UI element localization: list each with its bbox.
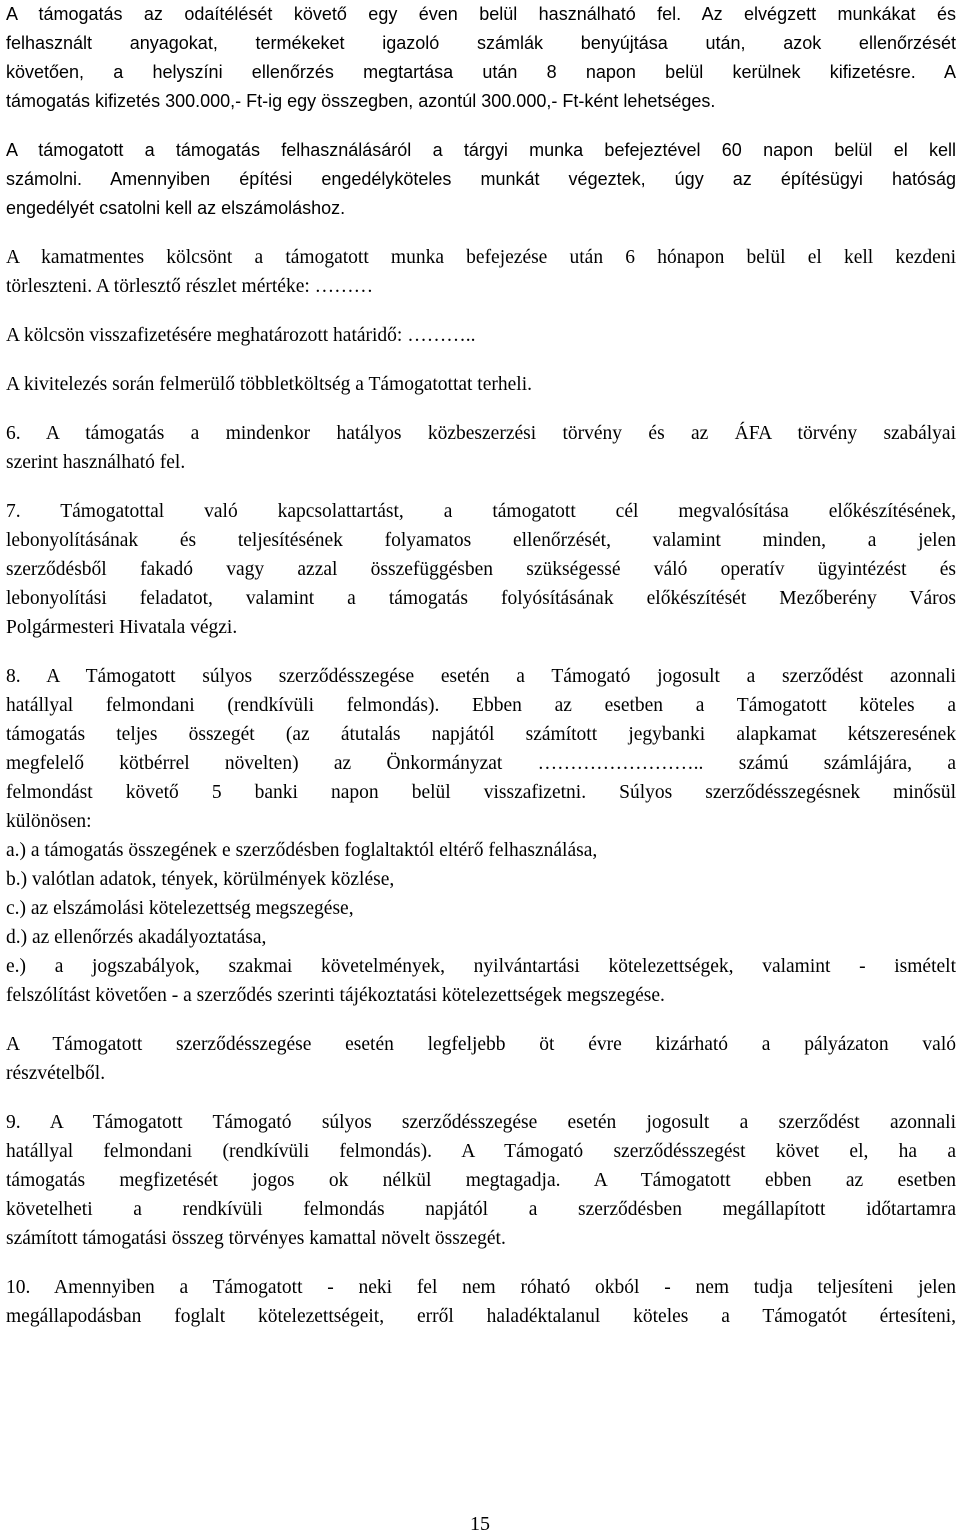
- section-7: [6, 497, 956, 642]
- section-6: [6, 419, 956, 477]
- text-line: felhasznált anyagokat, termékeket igazoló számlák benyújtása után, azok ellenőrzését: [6, 33, 956, 53]
- text-line: megállapodásban foglalt kötelezettségeit, erről haladéktalanul köteles a Támogatót értesíteni,: [6, 1306, 956, 1327]
- text-line: 10. Amennyiben a Támogatott - neki fel nem róható okból - nem tudja teljesíteni jelen: [6, 1277, 956, 1298]
- text-line: A kölcsön visszafizetésére meghatározott határidő: ………..: [6, 325, 476, 346]
- text-line: Polgármesteri Hivatala végzi.: [6, 617, 238, 638]
- section-9: [6, 1108, 956, 1253]
- text-line: lebonyolítási feladatot, valamint a támogatás folyósításának előkészítését Mezőberény Város: [6, 588, 956, 609]
- text-line: törleszteni. A törlesztő részlet mértéke: ………: [6, 276, 374, 297]
- list-item: a.) a támogatás összegének e szerződésben foglaltaktól eltérő felhasználása,: [6, 840, 598, 861]
- text-line: A kivitelezés során felmerülő többletköltség a Támogatottat terheli.: [6, 374, 532, 395]
- text-line: követelheti a rendkívüli felmondás napjától a szerződésben megállapított időtartamra: [6, 1199, 956, 1220]
- paragraph-loan-deadline: [6, 321, 956, 350]
- text-line: hatállyal felmondani (rendkívüli felmondás). A Támogató szerződésszegést követ el, ha a: [6, 1141, 956, 1162]
- text-line: engedélyét csatolni kell az elszámoláshoz.: [6, 198, 346, 218]
- list-item: e.) a jogszabályok, szakmai követelmények, nyilvántartási kötelezettségek, valamint - ismételt: [6, 956, 956, 977]
- paragraph-payment-terms: [6, 0, 956, 116]
- text-line: hatállyal felmondani (rendkívüli felmondás). Ebben az esetben a Támogatott köteles a: [6, 695, 956, 716]
- paragraph-settlement: [6, 136, 956, 223]
- paragraph-exclusion: [6, 1030, 956, 1088]
- paragraph-loan-repayment: [6, 243, 956, 301]
- section-10: [6, 1273, 956, 1331]
- text-line: támogatás teljes összegét (az átutalás napjától számított jegybanki alapkamat kétszeresének: [6, 724, 956, 745]
- list-item: d.) az ellenőrzés akadályoztatása,: [6, 927, 267, 948]
- text-line: 7. Támogatottal való kapcsolattartást, a támogatott cél megvalósítása előkészítésének,: [6, 501, 956, 522]
- page-number: 15: [470, 1513, 490, 1535]
- text-line: szerződésből fakadó vagy azzal összefüggésben szükségessé váló operatív ügyintézést és: [6, 559, 956, 580]
- list-item: b.) valótlan adatok, tények, körülmények közlése,: [6, 869, 395, 890]
- text-line: 6. A támogatás a mindenkor hatályos közbeszerzési törvény és az ÁFA törvény szabályai: [6, 423, 956, 444]
- text-line: 8. A Támogatott súlyos szerződésszegése esetén a Támogató jogosult a szerződést azonnali: [6, 666, 956, 687]
- section-8: [6, 662, 956, 1010]
- text-line: A kamatmentes kölcsönt a támogatott munka befejezése után 6 hónapon belül el kell kezdeni: [6, 247, 956, 268]
- text-line: 9. A Támogatott Támogató súlyos szerződésszegése esetén jogosult a szerződést azonnali: [6, 1112, 956, 1133]
- text-line: számított támogatási összeg törvényes kamattal növelt összegét.: [6, 1228, 506, 1249]
- text-line: szerint használható fel.: [6, 452, 186, 473]
- text-line: részvételből.: [6, 1063, 106, 1084]
- text-line: felszólítást követően - a szerződés szerinti tájékoztatási kötelezettségek megszegése.: [6, 985, 665, 1006]
- text-line: felmondást követő 5 banki napon belül visszafizetni. Súlyos szerződésszegésnek minősül: [6, 782, 956, 803]
- list-item: c.) az elszámolási kötelezettség megszegése,: [6, 898, 354, 919]
- text-line: A támogatott a támogatás felhasználásáról a tárgyi munka befejeztével 60 napon belül el kell: [6, 140, 956, 160]
- document-page: [6, 0, 956, 1331]
- text-line: megfelelő kötbérrel növelten) az Önkormányzat …………………….. számú számlájára, a: [6, 753, 956, 774]
- text-line: A támogatás az odaítélését követő egy éven belül használható fel. Az elvégzett munkákat és: [6, 4, 956, 24]
- text-line: A Támogatott szerződésszegése esetén legfeljebb öt évre kizárható a pályázaton való: [6, 1034, 956, 1055]
- text-line: követően, a helyszíni ellenőrzés megtartása után 8 napon belül kerülnek kifizetésre. A: [6, 62, 956, 82]
- text-line: lebonyolításának és teljesítésének folyamatos ellenőrzését, valamint minden, a jelen: [6, 530, 956, 551]
- paragraph-extra-cost: [6, 370, 956, 399]
- text-line: támogatás kifizetés 300.000,- Ft-ig egy összegben, azontúl 300.000,- Ft-ként lehetséges.: [6, 91, 716, 111]
- text-line: különösen:: [6, 811, 92, 832]
- text-line: támogatás megfizetését jogos ok nélkül megtagadja. A Támogatott ebben az esetben: [6, 1170, 956, 1191]
- text-line: számolni. Amennyiben építési engedélyköteles munkát végeztek, úgy az építésügyi hatóság: [6, 169, 956, 189]
